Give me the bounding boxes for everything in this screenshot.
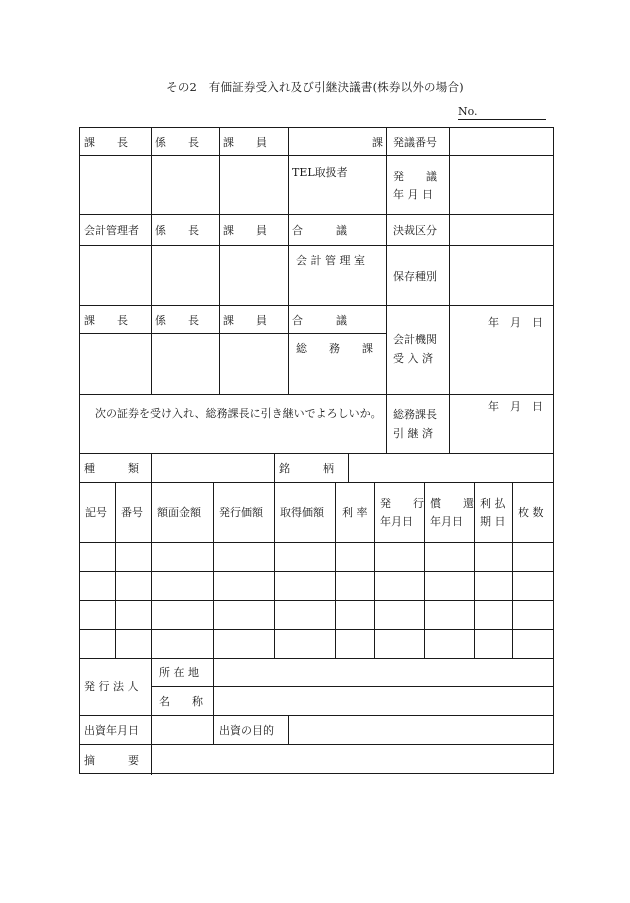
meisho-label: 名 称 bbox=[159, 695, 203, 708]
shurui-label: 種 類 bbox=[84, 462, 139, 475]
kakaricho-label: 係 長 bbox=[155, 136, 199, 149]
kaikei-kikan-label-2: 受 入 済 bbox=[393, 352, 433, 365]
maisu-header: 枚 数 bbox=[518, 506, 544, 519]
somukacho-date-label: 年 月 日 bbox=[488, 400, 543, 413]
ka-label: 課 bbox=[372, 136, 383, 149]
kaikei-date-label: 年 月 日 bbox=[488, 316, 543, 329]
shusshi-date-label: 出資年月日 bbox=[84, 724, 139, 737]
hatsugi-date-label-2: 年 月 日 bbox=[393, 188, 433, 201]
kain-label-3: 課 員 bbox=[223, 314, 267, 327]
somuka-label: 総 務 課 bbox=[296, 342, 373, 355]
kacho-label-3: 課 長 bbox=[84, 314, 128, 327]
approval-form bbox=[79, 127, 554, 774]
somukacho-label-2: 引 継 済 bbox=[393, 427, 433, 440]
shutoku-kakaku-header: 取得価額 bbox=[280, 506, 324, 519]
kain-label: 課 員 bbox=[223, 136, 267, 149]
gakumen-header: 額面金額 bbox=[157, 506, 201, 519]
kigo-header: 記号 bbox=[85, 506, 107, 519]
aigi-label: 合 議 bbox=[292, 224, 347, 237]
hakko-kakaku-header: 発行価額 bbox=[219, 506, 263, 519]
kaikei-kikan-label-1: 会計機関 bbox=[393, 333, 437, 346]
riharai-header-2: 期 日 bbox=[480, 515, 506, 528]
hakko-date-header-2: 年月日 bbox=[380, 515, 413, 528]
riharai-header-1: 利 払 bbox=[480, 497, 506, 510]
shusshi-mokuteki-label: 出資の目的 bbox=[219, 724, 274, 737]
aigi-label-2: 合 議 bbox=[292, 314, 347, 327]
kessai-kubun-label: 決裁区分 bbox=[393, 224, 437, 237]
tekiyo-label: 摘 要 bbox=[84, 754, 139, 767]
riritsu-header: 利 率 bbox=[342, 506, 368, 519]
document-number-field: No. bbox=[458, 105, 546, 120]
hakko-hojin-label: 発 行 法 人 bbox=[84, 680, 139, 693]
kacho-label: 課 長 bbox=[84, 136, 128, 149]
kakaricho-label-2: 係 長 bbox=[155, 224, 199, 237]
kain-label-2: 課 員 bbox=[223, 224, 267, 237]
hakko-date-header-1: 発 行 bbox=[380, 497, 424, 510]
kaikei-kanrishitsu-label: 会 計 管 理 室 bbox=[296, 254, 365, 267]
document-title: その2 有価証券受入れ及び引継決議書(株券以外の場合) bbox=[166, 80, 464, 94]
hatsugi-date-label-1: 発 議 bbox=[393, 170, 437, 183]
tel-handler-label: TEL取扱者 bbox=[292, 166, 348, 179]
kaikei-kanrisha-label: 会計管理者 bbox=[84, 224, 139, 237]
transfer-statement: 次の証券を受け入れ、総務課長に引き継いでよろしいか。 bbox=[84, 407, 382, 420]
shozaichi-label: 所 在 地 bbox=[159, 666, 199, 679]
kakaricho-label-3: 係 長 bbox=[155, 314, 199, 327]
bango-header: 番号 bbox=[121, 506, 143, 519]
meigara-label: 銘 柄 bbox=[279, 462, 334, 475]
shokan-date-header-1: 償 還 bbox=[430, 497, 474, 510]
hozon-shubetsu-label: 保存種別 bbox=[393, 270, 437, 283]
hatsugi-bango-label: 発議番号 bbox=[393, 136, 437, 149]
shokan-date-header-2: 年月日 bbox=[430, 515, 463, 528]
somukacho-label-1: 総務課長 bbox=[393, 408, 437, 421]
